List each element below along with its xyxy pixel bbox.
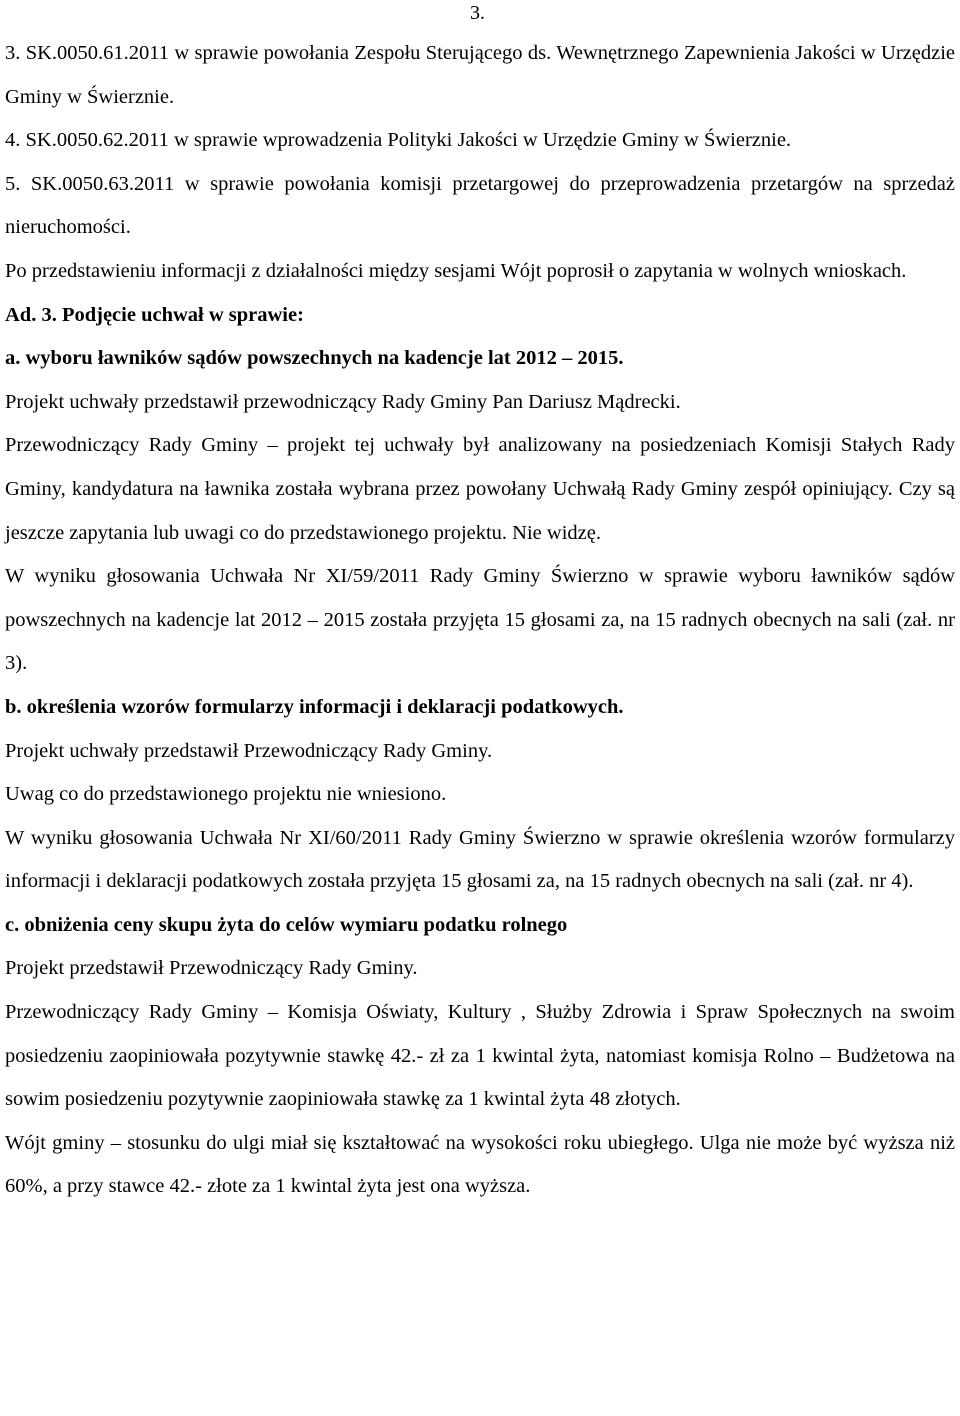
paragraph-project-presented-c: Projekt przedstawił Przewodniczący Rady Gminy.	[5, 957, 418, 980]
resolution-item-5: 5. SK.0050.63.2011 w sprawie powołania komisji przetargowej do przeprowadzenia przetargów na sprzedaż nieruchomości.	[5, 172, 955, 239]
paragraph-vote-result-a: W wyniku głosowania Uchwała Nr XI/59/2011 Rady Gminy Świerzno w sprawie wyboru ławników sądów powszechnych na kadencje lat 2012 – 2015 została przyjęta 15 głosami za, na 15 radnych obecnych na sali (zał. nr 3).	[5, 565, 955, 675]
paragraph-chairman-statement-c: Przewodniczący Rady Gminy – Komisja Oświaty, Kultury , Służby Zdrowia i Spraw Społecznych na swoim posiedzeniu zaopiniowała pozytywnie stawkę 42.- zł za 1 kwintal żyta, natomiast komisja Rolno – Budżetowa na sowim posiedzeniu pozytywnie zaopiniowała stawkę za 1 kwintal żyta 48 złotych.	[5, 1001, 955, 1111]
section-heading-ad-3: Ad. 3. Podjęcie uchwał w sprawie:	[5, 303, 304, 326]
paragraph-chairman-statement-a: Przewodniczący Rady Gminy – projekt tej uchwały był analizowany na posiedzeniach Komisji Stałych Rady Gminy, kandydatura na ławnika została wybrana przez powołany Uchwałą Rady Gminy zespół opiniujący. Czy są jeszcze zapytania lub uwagi co do przedstawionego projektu. Nie widzę.	[5, 434, 955, 544]
subsection-heading-a: a. wyboru ławników sądów powszechnych na kadencje lat 2012 – 2015.	[5, 347, 624, 370]
subsection-heading-b: b. określenia wzorów formularzy informacji i deklaracji podatkowych.	[5, 695, 624, 718]
paragraph-no-remarks-b: Uwag co do przedstawionego projektu nie wniesiono.	[5, 783, 447, 806]
document-body	[5, 32, 955, 1209]
subsection-heading-c: c. obniżenia ceny skupu żyta do celów wymiaru podatku rolnego	[5, 913, 568, 936]
resolution-item-4: 4. SK.0050.62.2011 w sprawie wprowadzenia Polityki Jakości w Urzędzie Gminy w Świerznie.	[5, 129, 792, 152]
paragraph-project-presented-a: Projekt uchwały przedstawił przewodniczący Rady Gminy Pan Dariusz Mądrecki.	[5, 390, 681, 413]
page-number: 3.	[470, 2, 485, 24]
paragraph-mayor-statement-c: Wójt gminy – stosunku do ulgi miał się kształtować na wysokości roku ubiegłego. Ulga nie może być wyższa niż 60%, a przy stawce 42.- złote za 1 kwintal żyta jest ona wyższa.	[5, 1131, 955, 1198]
paragraph-vote-result-b: W wyniku głosowania Uchwała Nr XI/60/2011 Rady Gminy Świerzno w sprawie określenia wzorów formularzy informacji i deklaracji podatkowych została przyjęta 15 głosami za, na 15 radnych obecnych na sali (zał. nr 4).	[5, 826, 955, 893]
paragraph-project-presented-b: Projekt uchwały przedstawił Przewodniczący Rady Gminy.	[5, 739, 493, 762]
paragraph-info-between-sessions: Po przedstawieniu informacji z działalności między sesjami Wójt poprosił o zapytania w wolnych wnioskach.	[5, 259, 907, 282]
resolution-item-3: 3. SK.0050.61.2011 w sprawie powołania Zespołu Sterującego ds. Wewnętrznego Zapewnienia Jakości w Urzędzie Gminy w Świerznie.	[5, 42, 955, 108]
